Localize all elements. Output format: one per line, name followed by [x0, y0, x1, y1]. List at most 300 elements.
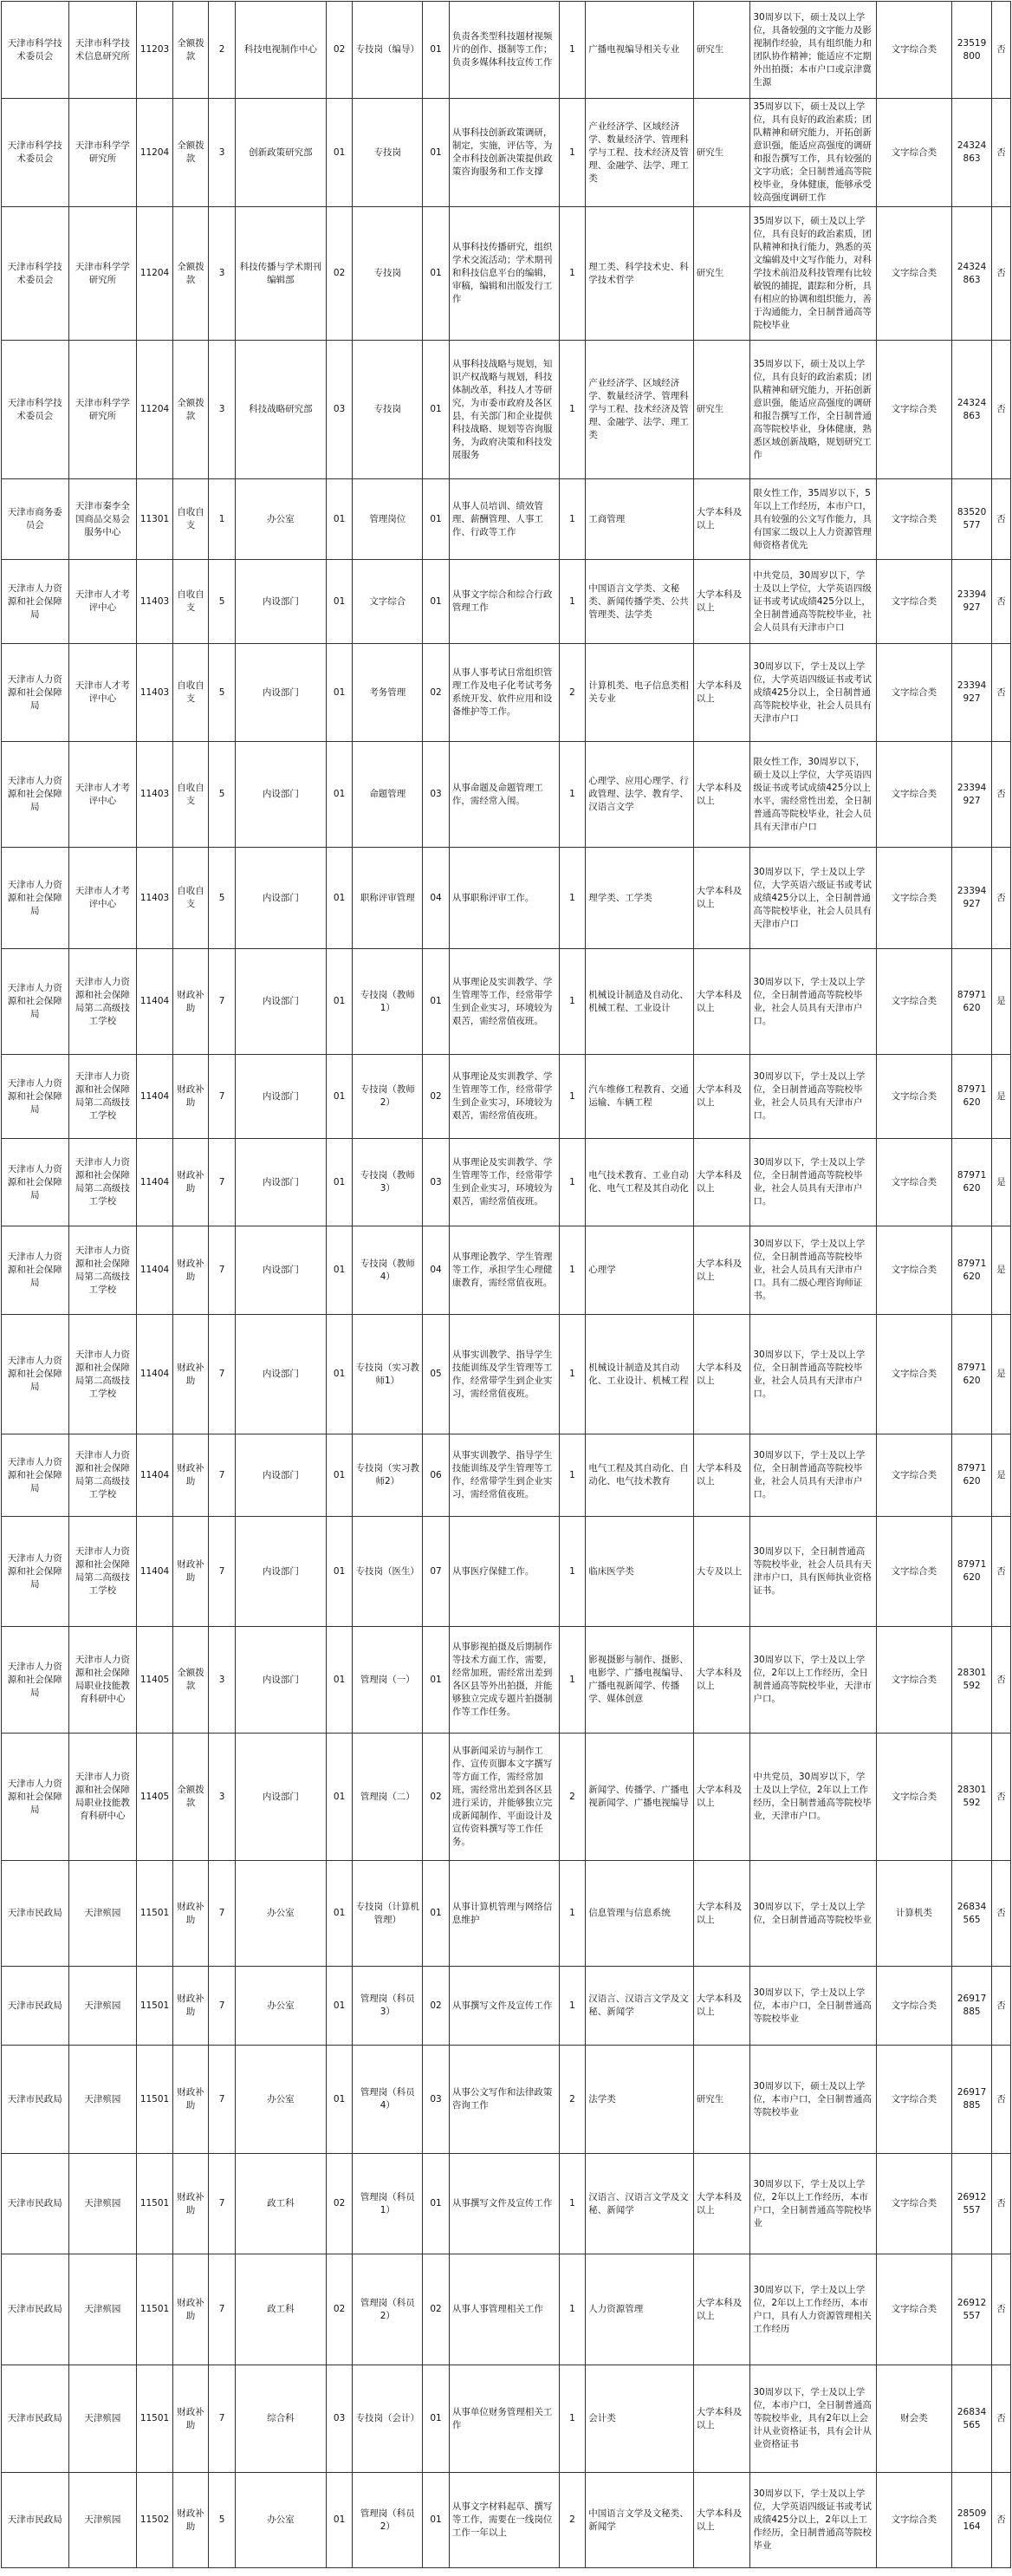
exam-type-cell: 文字综合类 — [876, 207, 951, 341]
ratio-cell: 否 — [992, 2046, 1011, 2154]
section-code-cell: 01 — [326, 742, 353, 848]
hire-count-cell: 2 — [559, 2473, 586, 2568]
section-code-cell: 01 — [326, 1315, 353, 1434]
table-row — [2, 2365, 1011, 2473]
requirements-cell: 30周岁以下，学士及以上学位，大学英语六级证书或考试成绩425分以上，全日制普通高等院校毕业，社会人员具有天津市户口 — [750, 848, 876, 949]
funding-type-cell: 财政补助 — [172, 2254, 209, 2365]
section-cell: 综合科 — [235, 2365, 326, 2473]
section-cell: 政工科 — [235, 2254, 326, 2365]
requirements-cell: 30周岁以下，学士及以上学位，全日制普通高等院校毕业，社会人员具有天津市户口。 — [750, 1315, 876, 1434]
table-row — [2, 1517, 1011, 1627]
duties-cell: 从事计算机管理与网络信息维护 — [449, 1861, 559, 1967]
major-cell: 信息管理与信息系统 — [586, 1861, 694, 1967]
hire-count-cell: 2 — [559, 644, 586, 742]
education-cell: 大学本科及以上 — [693, 1226, 750, 1315]
job-code-cell: 02 — [423, 2254, 450, 2365]
phone-cell: 23519800 — [952, 2, 992, 99]
job-code-cell: 01 — [423, 1861, 450, 1967]
section-cell: 内设部门 — [235, 1315, 326, 1434]
duties-cell: 从事单位财务管理相关工作 — [449, 2365, 559, 2473]
unit-cell: 天津市秦李全国商品交易会服务中心 — [68, 479, 137, 560]
unit-cell: 天津市人才考评中心 — [68, 560, 137, 644]
requirements-cell: 30周岁以下，学士及以上学位，全日制普通高等院校毕业，社会人员具有天津市户口。 — [750, 1055, 876, 1139]
job-code-cell: 03 — [423, 1139, 450, 1226]
exam-type-cell: 文字综合类 — [876, 2473, 951, 2568]
dept-cell: 天津市人力资源和社会保障局 — [2, 1226, 69, 1315]
funding-type-cell: 自收自支 — [172, 742, 209, 848]
dept-cell: 天津市人力资源和社会保障局 — [2, 848, 69, 949]
job-code-cell: 05 — [423, 1315, 450, 1434]
funding-type-cell: 全额拨款 — [172, 1627, 209, 1734]
table-row — [2, 341, 1011, 479]
funding-type-cell: 财政补助 — [172, 1226, 209, 1315]
ratio-cell: 否 — [992, 2154, 1011, 2254]
exam-type-cell: 文字综合类 — [876, 644, 951, 742]
total-count-cell: 5 — [209, 848, 236, 949]
dept-cell: 天津市人力资源和社会保障局 — [2, 949, 69, 1055]
ratio-cell: 否 — [992, 1861, 1011, 1967]
ratio-cell: 否 — [992, 1967, 1011, 2046]
total-count-cell: 5 — [209, 560, 236, 644]
total-count-cell: 5 — [209, 742, 236, 848]
job-name-cell: 专技岗（教师4） — [353, 1226, 423, 1315]
phone-cell: 28301592 — [952, 1627, 992, 1734]
funding-type-cell: 全额拨款 — [172, 2, 209, 99]
funding-type-cell: 财政补助 — [172, 1517, 209, 1627]
total-count-cell: 7 — [209, 1055, 236, 1139]
phone-cell: 24324863 — [952, 341, 992, 479]
education-cell: 大学本科及以上 — [693, 2154, 750, 2254]
dept-cell: 天津市民政局 — [2, 2365, 69, 2473]
hire-count-cell: 1 — [559, 1139, 586, 1226]
total-count-cell: 7 — [209, 1226, 236, 1315]
requirements-cell: 30周岁以下，学士及以上学位，2年以上工作经历，全日制普通高等院校毕业，天津市户口。 — [750, 1627, 876, 1734]
section-cell: 办公室 — [235, 1967, 326, 2046]
section-code-cell: 01 — [326, 1434, 353, 1517]
duties-cell: 从事科技战略与规划，知识产权战略与规划，科技体制改革，科技人才等研究，为市委市政府及各区县，有关部门和企业提供科技战略、规划等咨询服务，为政府决策和科技发展服务 — [449, 341, 559, 479]
education-cell: 大学本科及以上 — [693, 1861, 750, 1967]
phone-cell: 87971620 — [952, 1517, 992, 1627]
major-cell: 理学类、工学类 — [586, 848, 694, 949]
section-code-cell: 02 — [326, 2254, 353, 2365]
ratio-cell: 是 — [992, 1315, 1011, 1434]
table-row — [2, 479, 1011, 560]
table-row — [2, 1226, 1011, 1315]
table-row — [2, 1315, 1011, 1434]
funding-type-cell: 全额拨款 — [172, 207, 209, 341]
phone-cell: 24324863 — [952, 99, 992, 207]
hire-count-cell: 1 — [559, 742, 586, 848]
major-cell: 心理学、应用心理学、行政管理、法学、教育学、汉语言文学 — [586, 742, 694, 848]
phone-cell: 28509164 — [952, 2473, 992, 2568]
total-count-cell: 2 — [209, 2, 236, 99]
education-cell: 大学本科及以上 — [693, 2365, 750, 2473]
hire-count-cell: 1 — [559, 1315, 586, 1434]
funding-type-cell: 全额拨款 — [172, 1734, 209, 1861]
dept-cell: 天津市人力资源和社会保障局 — [2, 1139, 69, 1226]
education-cell: 大学本科及以上 — [693, 1627, 750, 1734]
requirements-cell: 35周岁以下，硕士及以上学位，具有良好的政治素质，团队精神和执行能力，熟悉的英文编辑及中文写作能力，对科学技术前沿及科技管理有比较敏锐的捕捉，跟踪和分析，具有相应的协调和组织能力，善于沟通能力，全日制普通高等院校毕业 — [750, 207, 876, 341]
dept-cell: 天津市科学技术委员会 — [2, 341, 69, 479]
exam-type-cell: 文字综合类 — [876, 1734, 951, 1861]
dept-cell: 天津市民政局 — [2, 2473, 69, 2568]
exam-type-cell: 文字综合类 — [876, 742, 951, 848]
section-cell: 办公室 — [235, 1861, 326, 1967]
section-code-cell: 02 — [326, 207, 353, 341]
unit-cell: 天津市人力资源和社会保障局第二高级技工学校 — [68, 1226, 137, 1315]
unit-cell: 天津市科学学研究所 — [68, 207, 137, 341]
funding-type-cell: 财政补助 — [172, 2365, 209, 2473]
dept-cell: 天津市人力资源和社会保障局 — [2, 644, 69, 742]
job-code-cell: 02 — [423, 1055, 450, 1139]
section-cell: 内设部门 — [235, 1517, 326, 1627]
dept-cell: 天津市民政局 — [2, 2154, 69, 2254]
phone-cell: 24324863 — [952, 207, 992, 341]
requirements-cell: 30周岁以下，学士及以上学位，2年以上工作经历，本市户口，全日制普通高等院校毕业 — [750, 2154, 876, 2254]
section-code-cell: 01 — [326, 2473, 353, 2568]
major-cell: 新闻学、传播学、广播电视新闻学、广播电视编导 — [586, 1734, 694, 1861]
total-count-cell: 3 — [209, 207, 236, 341]
phone-cell: 83520577 — [952, 479, 992, 560]
requirements-cell: 30周岁以下，学士及以上学位，本市户口，全日制普通高等院校毕业 — [750, 1967, 876, 2046]
requirements-cell: 限女性工作，30周岁以下，硕士及以上学位，大学英语四级证书或考试成绩425分以上水平，需经常性出差，全日制普通高等院校毕业，社会人员具有天津市户口 — [750, 742, 876, 848]
section-cell: 办公室 — [235, 2046, 326, 2154]
job-code-cell: 01 — [423, 99, 450, 207]
phone-cell: 23394927 — [952, 742, 992, 848]
section-cell: 内设部门 — [235, 644, 326, 742]
table-row — [2, 742, 1011, 848]
phone-cell: 87971620 — [952, 1434, 992, 1517]
unit-cell: 天津市科学学研究所 — [68, 99, 137, 207]
job-name-cell: 专技岗（编导） — [353, 2, 423, 99]
dept-cell: 天津市人力资源和社会保障局 — [2, 1315, 69, 1434]
education-cell: 大学本科及以上 — [693, 742, 750, 848]
hire-count-cell: 1 — [559, 2, 586, 99]
job-code-cell: 03 — [423, 742, 450, 848]
unit-cell: 天津市人力资源和社会保障局第二高级技工学校 — [68, 1315, 137, 1434]
hire-count-cell: 1 — [559, 1967, 586, 2046]
unit-cell: 天津殡园 — [68, 1967, 137, 2046]
unit-code-cell: 11404 — [137, 949, 173, 1055]
education-cell: 研究生 — [693, 341, 750, 479]
phone-cell: 23394927 — [952, 560, 992, 644]
major-cell: 机械设计制造及自动化、机械工程、工业设计 — [586, 949, 694, 1055]
section-cell: 内设部门 — [235, 1226, 326, 1315]
job-name-cell: 专技岗 — [353, 341, 423, 479]
ratio-cell: 是 — [992, 1055, 1011, 1139]
requirements-cell: 中共党员，30周岁以下，学士及以上学位，2年以上工作经历，全日制普通高等院校毕业，天津市户口。 — [750, 1734, 876, 1861]
section-cell: 办公室 — [235, 2473, 326, 2568]
major-cell: 电气工程及其自动化、自动化、电气技术教育 — [586, 1434, 694, 1517]
job-name-cell: 管理岗（科员2） — [353, 2473, 423, 2568]
ratio-cell: 否 — [992, 1517, 1011, 1627]
ratio-cell: 否 — [992, 2365, 1011, 2473]
total-count-cell: 3 — [209, 1734, 236, 1861]
section-code-cell: 01 — [326, 479, 353, 560]
table-row — [2, 1434, 1011, 1517]
phone-cell: 23394927 — [952, 848, 992, 949]
job-code-cell: 06 — [423, 1434, 450, 1517]
ratio-cell: 是 — [992, 949, 1011, 1055]
dept-cell: 天津市人力资源和社会保障局 — [2, 1055, 69, 1139]
ratio-cell: 否 — [992, 644, 1011, 742]
job-code-cell: 01 — [423, 341, 450, 479]
job-name-cell: 管理岗（科员1） — [353, 2154, 423, 2254]
requirements-cell: 30周岁以下，学士及以上学位，全日制普通高等院校毕业 — [750, 1861, 876, 1967]
section-cell: 科技电视制作中心 — [235, 2, 326, 99]
unit-code-cell: 11404 — [137, 1226, 173, 1315]
duties-cell: 从事撰写文件及宣传工作 — [449, 1967, 559, 2046]
section-code-cell: 01 — [326, 1861, 353, 1967]
dept-cell: 天津市民政局 — [2, 1967, 69, 2046]
requirements-cell: 30周岁以下，学士及以上学位，本市户口，全日制普通高等院校毕业，具有2年以上会计从业资格证书，具有会计从业资格证书 — [750, 2365, 876, 2473]
phone-cell: 26834565 — [952, 2365, 992, 2473]
requirements-cell: 30周岁以下，学士及以上学位，大学英语四级证书或考试成绩425分以上，全日制普通高等院校毕业，社会人员具有天津市户口 — [750, 644, 876, 742]
funding-type-cell: 自收自支 — [172, 644, 209, 742]
funding-type-cell: 全额拨款 — [172, 99, 209, 207]
section-cell: 内设部门 — [235, 848, 326, 949]
unit-cell: 天津市科学学研究所 — [68, 341, 137, 479]
unit-code-cell: 11403 — [137, 848, 173, 949]
major-cell: 广播电视编导相关专业 — [586, 2, 694, 99]
exam-type-cell: 文字综合类 — [876, 1517, 951, 1627]
phone-cell: 87971620 — [952, 1055, 992, 1139]
total-count-cell: 7 — [209, 1315, 236, 1434]
total-count-cell: 7 — [209, 2254, 236, 2365]
education-cell: 大学本科及以上 — [693, 848, 750, 949]
major-cell: 中国语言文学类、文秘类、新闻传播学类、公共管理类、法学类 — [586, 560, 694, 644]
ratio-cell: 否 — [992, 2254, 1011, 2365]
major-cell: 汽车维修工程教育、交通运输、车辆工程 — [586, 1055, 694, 1139]
section-cell: 创新政策研究部 — [235, 99, 326, 207]
table-row — [2, 560, 1011, 644]
ratio-cell: 否 — [992, 2, 1011, 99]
education-cell: 研究生 — [693, 2, 750, 99]
major-cell: 人力资源管理 — [586, 2254, 694, 2365]
unit-code-cell: 11204 — [137, 341, 173, 479]
table-row — [2, 1627, 1011, 1734]
duties-cell: 从事理论教学、学生管理等工作，承担学生心理健康教育，需经常值夜班。 — [449, 1226, 559, 1315]
education-cell: 大学本科及以上 — [693, 2254, 750, 2365]
unit-code-cell: 11501 — [137, 2154, 173, 2254]
job-name-cell: 命题管理 — [353, 742, 423, 848]
section-code-cell: 01 — [326, 1967, 353, 2046]
education-cell: 大学本科及以上 — [693, 644, 750, 742]
phone-cell: 87971620 — [952, 1315, 992, 1434]
ratio-cell: 否 — [992, 99, 1011, 207]
ratio-cell: 否 — [992, 1734, 1011, 1861]
section-cell: 科技战略研究部 — [235, 341, 326, 479]
hire-count-cell: 1 — [559, 1226, 586, 1315]
education-cell: 大学本科及以上 — [693, 560, 750, 644]
total-count-cell: 3 — [209, 1627, 236, 1734]
unit-cell: 天津市人力资源和社会保障局职业技能教育科研中心 — [68, 1734, 137, 1861]
duties-cell: 从事人事管理相关工作 — [449, 2254, 559, 2365]
total-count-cell: 7 — [209, 1967, 236, 2046]
duties-cell: 从事人员培训、绩效管理、薪酬管理、人事工作、行政等工作 — [449, 479, 559, 560]
job-name-cell: 管理岗（一） — [353, 1627, 423, 1734]
phone-cell: 23394927 — [952, 644, 992, 742]
major-cell: 电气技术教育、工业自动化、电气工程及其自动化 — [586, 1139, 694, 1226]
section-code-cell: 01 — [326, 1734, 353, 1861]
funding-type-cell: 自收自支 — [172, 560, 209, 644]
hire-count-cell: 1 — [559, 560, 586, 644]
table-row — [2, 99, 1011, 207]
education-cell: 研究生 — [693, 207, 750, 341]
section-cell: 内设部门 — [235, 949, 326, 1055]
total-count-cell: 7 — [209, 2365, 236, 2473]
duties-cell: 从事实训教学、指导学生技能训练及学生管理等工作，经常带学生到企业实习，需经常值夜班。 — [449, 1434, 559, 1517]
section-code-cell: 01 — [326, 1627, 353, 1734]
education-cell: 大学本科及以上 — [693, 1315, 750, 1434]
education-cell: 大专及以上 — [693, 1517, 750, 1627]
exam-type-cell: 文字综合类 — [876, 99, 951, 207]
exam-type-cell: 文字综合类 — [876, 1315, 951, 1434]
total-count-cell: 7 — [209, 1139, 236, 1226]
exam-type-cell: 文字综合类 — [876, 1967, 951, 2046]
table-row — [2, 848, 1011, 949]
dept-cell: 天津市人力资源和社会保障局 — [2, 560, 69, 644]
exam-type-cell: 文字综合类 — [876, 1434, 951, 1517]
unit-cell: 天津市人才考评中心 — [68, 644, 137, 742]
major-cell: 工商管理 — [586, 479, 694, 560]
requirements-cell: 35周岁以下，硕士及以上学位，具有良好的政治素质；团队精神和研究能力，开拓创新意识强，能适应高强度的调研和报告撰写工作，具有较强的文字功底；全日制普通高等院校毕业，身体健康，能够承受较高强度调研工作 — [750, 99, 876, 207]
hire-count-cell: 1 — [559, 1627, 586, 1734]
exam-type-cell: 文字综合类 — [876, 1139, 951, 1226]
exam-type-cell: 文字综合类 — [876, 848, 951, 949]
unit-cell: 天津殡园 — [68, 2365, 137, 2473]
job-code-cell: 01 — [423, 949, 450, 1055]
unit-cell: 天津殡园 — [68, 1861, 137, 1967]
dept-cell: 天津市人力资源和社会保障局 — [2, 1627, 69, 1734]
funding-type-cell: 财政补助 — [172, 2046, 209, 2154]
section-cell: 政工科 — [235, 2154, 326, 2254]
unit-cell: 天津殡园 — [68, 2473, 137, 2568]
unit-cell: 天津市人力资源和社会保障局第二高级技工学校 — [68, 1517, 137, 1627]
unit-code-cell: 11404 — [137, 1517, 173, 1627]
hire-count-cell: 1 — [559, 207, 586, 341]
hire-count-cell: 1 — [559, 848, 586, 949]
job-code-cell: 02 — [423, 1967, 450, 2046]
table-row — [2, 644, 1011, 742]
table-row — [2, 207, 1011, 341]
unit-cell: 天津市人才考评中心 — [68, 848, 137, 949]
duties-cell: 负责各类型科技题材视频片的创作、摄制等工作；负责多媒体科技宣传工作 — [449, 2, 559, 99]
hire-count-cell: 1 — [559, 2154, 586, 2254]
job-name-cell: 文字综合 — [353, 560, 423, 644]
exam-type-cell: 计算机类 — [876, 1861, 951, 1967]
ratio-cell: 是 — [992, 1139, 1011, 1226]
job-name-cell: 管理岗（科员4） — [353, 2046, 423, 2154]
section-code-cell: 01 — [326, 1517, 353, 1627]
unit-code-cell: 11403 — [137, 560, 173, 644]
hire-count-cell: 1 — [559, 1861, 586, 1967]
job-code-cell: 02 — [423, 1734, 450, 1861]
job-name-cell: 管理岗（科员2） — [353, 2254, 423, 2365]
major-cell: 会计类 — [586, 2365, 694, 2473]
major-cell: 法学类 — [586, 2046, 694, 2154]
section-code-cell: 01 — [326, 1226, 353, 1315]
duties-cell: 从事职称评审工作。 — [449, 848, 559, 949]
hire-count-cell: 1 — [559, 1055, 586, 1139]
major-cell: 影视摄影与制作、摄影、电影学、广播电视编导、广播电视新闻学、传播学、媒体创意 — [586, 1627, 694, 1734]
section-code-cell: 01 — [326, 2046, 353, 2154]
job-code-cell: 01 — [423, 2, 450, 99]
job-name-cell: 管理岗位 — [353, 479, 423, 560]
duties-cell: 从事医疗保健工作。 — [449, 1517, 559, 1627]
phone-cell: 26912557 — [952, 2254, 992, 2365]
job-name-cell: 专技岗 — [353, 207, 423, 341]
duties-cell: 从事文字综合和综合行政管理工作 — [449, 560, 559, 644]
section-code-cell: 01 — [326, 1139, 353, 1226]
education-cell: 大学本科及以上 — [693, 2473, 750, 2568]
requirements-cell: 30周岁以下，硕士及以上学位，具备较强的文字能力及影视制作经验，具有组织能力和团队协作精神；能适应不定期外出拍摄；本市户口或京津冀生源 — [750, 2, 876, 99]
section-code-cell: 03 — [326, 2365, 353, 2473]
exam-type-cell: 文字综合类 — [876, 2, 951, 99]
duties-cell: 从事公文写作和法律政策咨询工作 — [449, 2046, 559, 2154]
total-count-cell: 7 — [209, 1434, 236, 1517]
phone-cell: 87971620 — [952, 949, 992, 1055]
job-name-cell: 专技岗（教师1） — [353, 949, 423, 1055]
job-name-cell: 专技岗（教师2） — [353, 1055, 423, 1139]
requirements-cell: 30周岁以下，学士及以上学位，全日制普通高等院校毕业，社会人员具有天津市户口。具有二级心理咨询师证书。 — [750, 1226, 876, 1315]
job-code-cell: 03 — [423, 2046, 450, 2154]
ratio-cell: 否 — [992, 1627, 1011, 1734]
funding-type-cell: 财政补助 — [172, 1315, 209, 1434]
job-code-cell: 01 — [423, 2365, 450, 2473]
unit-code-cell: 11203 — [137, 2, 173, 99]
education-cell: 研究生 — [693, 2046, 750, 2154]
hire-count-cell: 1 — [559, 2365, 586, 2473]
unit-cell: 天津市人力资源和社会保障局职业技能教育科研中心 — [68, 1627, 137, 1734]
major-cell: 产业经济学、区域经济学、数量经济学、管理科学与工程、技术经济及管理、金融学、法学、理工类 — [586, 99, 694, 207]
dept-cell: 天津市民政局 — [2, 2046, 69, 2154]
hire-count-cell: 1 — [559, 949, 586, 1055]
unit-code-cell: 11404 — [137, 1434, 173, 1517]
job-code-cell: 01 — [423, 2154, 450, 2254]
major-cell: 心理学 — [586, 1226, 694, 1315]
job-name-cell: 管理岗（科员3） — [353, 1967, 423, 2046]
exam-type-cell: 文字综合类 — [876, 560, 951, 644]
phone-cell: 87971620 — [952, 1139, 992, 1226]
funding-type-cell: 财政补助 — [172, 949, 209, 1055]
section-code-cell: 01 — [326, 1055, 353, 1139]
table-row — [2, 2254, 1011, 2365]
job-name-cell: 专技岗（计算机管理） — [353, 1861, 423, 1967]
funding-type-cell: 全额拨款 — [172, 341, 209, 479]
phone-cell: 26917885 — [952, 1967, 992, 2046]
job-name-cell: 职称评审管理 — [353, 848, 423, 949]
unit-code-cell: 11404 — [137, 1315, 173, 1434]
dept-cell: 天津市民政局 — [2, 1861, 69, 1967]
job-code-cell: 01 — [423, 2473, 450, 2568]
funding-type-cell: 财政补助 — [172, 1434, 209, 1517]
total-count-cell: 3 — [209, 341, 236, 479]
ratio-cell: 是 — [992, 1434, 1011, 1517]
table-row — [2, 1055, 1011, 1139]
hire-count-cell: 1 — [559, 1434, 586, 1517]
ratio-cell: 否 — [992, 2473, 1011, 2568]
unit-code-cell: 11403 — [137, 644, 173, 742]
table-row — [2, 949, 1011, 1055]
requirements-cell: 中共党员，30周岁以下，学士及以上学位，大学英语四级证书或考试成绩425分以上，全日制普通高等院校毕业，社会人员具有天津市户口 — [750, 560, 876, 644]
exam-type-cell: 文字综合类 — [876, 2254, 951, 2365]
exam-type-cell: 文字综合类 — [876, 479, 951, 560]
education-cell: 大学本科及以上 — [693, 1967, 750, 2046]
job-code-cell: 01 — [423, 207, 450, 341]
duties-cell: 从事命题及命题管理工作，需经常入闱。 — [449, 742, 559, 848]
hire-count-cell: 2 — [559, 1734, 586, 1861]
